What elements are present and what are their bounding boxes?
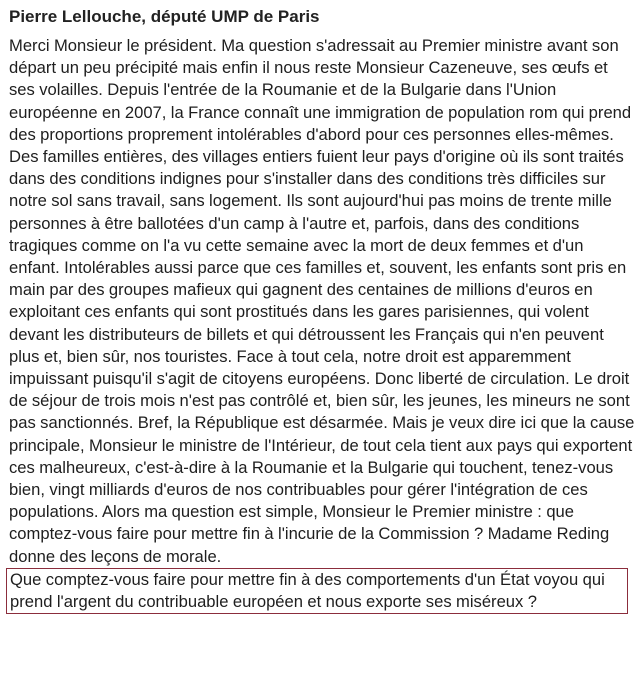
article-heading: Pierre Lellouche, député UMP de Paris — [9, 7, 320, 26]
article-body-text: Merci Monsieur le président. Ma question s'adressait au Premier ministre avant son départ un peu précipité mais enfin il nous reste Monsieur Cazeneuve, ses œufs et ses volailles. Depuis l'entrée de la Roumanie et de la Bulgarie dans l'Union européenne en 2007, la France connaît une immigration de population rom qui prend des proportions proprement intolérables d'abord pour ces personnes elles-mêmes. Des familles entières, des villages entiers fuient leur pays d'origine où ils sont traités dans des conditions indignes pour s'installer dans des conditions très difficiles sur notre sol sans travail, sans logement. Ils sont aujourd'hui pas moins de trente mille personnes à être ballotées d'un camp à l'autre et, parfois, dans des conditions tragiques comme on l'a vu cette semaine avec la mort de deux femmes et d'un enfant. Intolérables aussi parce que ces familles et, souvent, les enfants sont pris en main par des groupes mafieux qui gagnent des centaines de millions d'euros en exploitant ces enfants qui sont prostitués dans les gares parisiennes, qui volent devant les distributeurs de billets et qui détroussent les Français qui n'en peuvent plus et, bien sûr, nos touristes. Face à tout cela, notre droit est apparemment impuissant puisqu'il s'agit de citoyens européens. Donc liberté de circulation. Le droit de séjour de trois mois n'est pas contrôlé et, bien sûr, les jeunes, les mineurs ne sont pas sanctionnés. Bref, la République est désarmée. Mais je veux dire ici que la cause principale, Monsieur le ministre de l'Intérieur, de tout cela tient aux pays qui exportent ces malheureux, c'est-à-dire à la Roumanie et la Bulgarie qui touchent, tenez-vous bien, vingt milliards d'euros de nos contribuables pour gérer l'intégration de ces populations. Alors ma question est simple, Monsieur le Premier ministre : que comptez-vous faire pour mettre fin à l'incurie de la Commission ? Madame Reding donne des leçons de morale. — [9, 36, 635, 566]
article-body — [9, 35, 637, 614]
highlighted-question: Que comptez-vous faire pour mettre fin à des comportements d'un État voyou qui prend l'argent du contribuable européen et nous exporte ses miséreux ? — [6, 568, 628, 614]
